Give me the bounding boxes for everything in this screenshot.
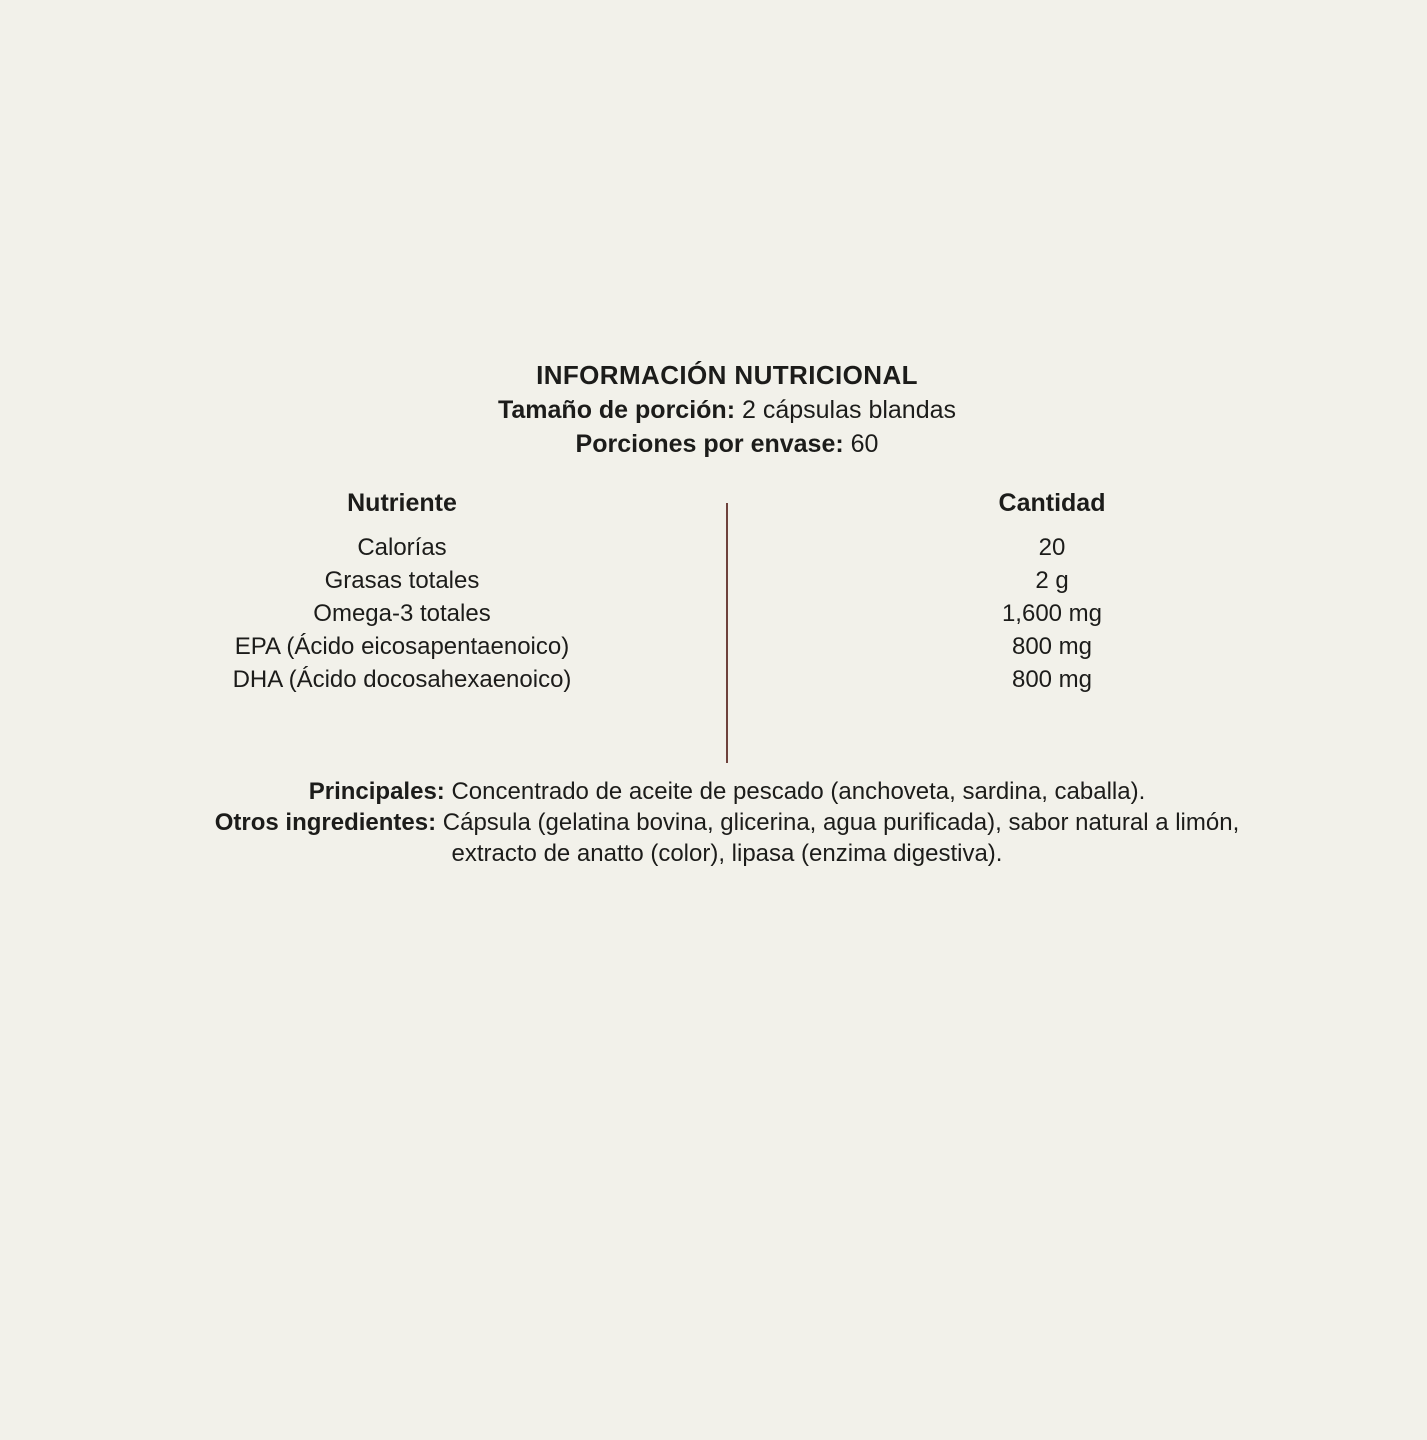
ingredients-principal-label: Principales:	[308, 778, 445, 805]
serving-info	[77, 393, 1377, 461]
ingredients-principal-text: Concentrado de aceite de pescado (anchoveta, sardina, caballa).	[451, 778, 1146, 805]
ingredients-section	[172, 776, 1282, 869]
serving-size-value: 2 cápsulas blandas	[741, 396, 957, 424]
amount-cell: 800 mg	[1011, 633, 1093, 660]
table-row	[77, 630, 1377, 663]
ingredients-other-line	[172, 807, 1282, 869]
panel-title: INFORMACIÓN NUTRICIONAL	[536, 360, 918, 391]
servings-per-container-line	[77, 427, 1377, 461]
serving-size-label: Tamaño de porción:	[497, 396, 736, 424]
nutrient-cell: Calorías	[357, 534, 447, 561]
amount-cell: 20	[1038, 534, 1066, 561]
servings-per-container-label: Porciones por envase:	[575, 430, 844, 458]
nutrition-panel	[77, 0, 1377, 1440]
table-row	[77, 597, 1377, 630]
nutrient-column-header: Nutriente	[347, 489, 457, 517]
nutrient-cell: DHA (Ácido docosahexaenoico)	[232, 666, 572, 693]
table-row	[77, 564, 1377, 597]
ingredients-principal-line	[172, 776, 1282, 807]
servings-per-container-value: 60	[850, 430, 879, 458]
serving-size-line	[77, 393, 1377, 427]
amount-cell: 1,600 mg	[1001, 600, 1103, 627]
amount-cell: 800 mg	[1011, 666, 1093, 693]
table-row	[77, 531, 1377, 564]
amount-column-header: Cantidad	[998, 489, 1106, 517]
nutrient-cell: EPA (Ácido eicosapentaenoico)	[234, 633, 570, 660]
nutrient-cell: Omega-3 totales	[313, 600, 491, 627]
amount-cell: 2 g	[1035, 567, 1069, 594]
ingredients-other-text: Cápsula (gelatina bovina, glicerina, agua purificada), sabor natural a limón, extracto de anatto (color), lipasa (enzima digestiva).	[442, 809, 1240, 867]
ingredients-other-label: Otros ingredientes:	[214, 809, 437, 836]
nutrient-table	[77, 531, 1377, 696]
table-row	[77, 663, 1377, 696]
nutrient-cell: Grasas totales	[324, 567, 480, 594]
